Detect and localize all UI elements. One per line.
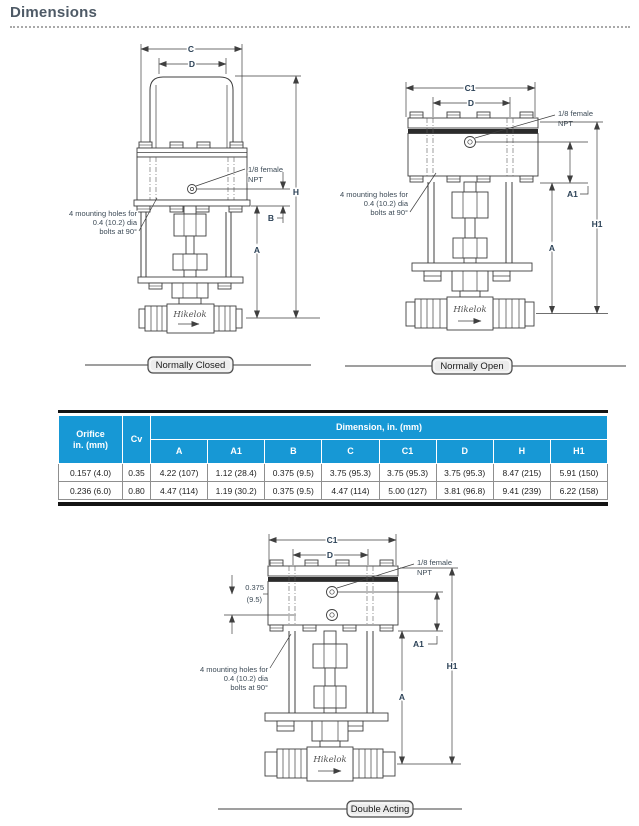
svg-text:0.4 (10.2) dia: 0.4 (10.2) dia	[363, 199, 408, 208]
cell-orifice: 0.157 (4.0)	[59, 464, 123, 482]
mounting-note	[200, 634, 291, 692]
dim-label-c: C	[187, 44, 195, 54]
bracket-plate	[138, 277, 243, 304]
svg-text:Normally Open: Normally Open	[440, 361, 504, 372]
svg-text:0.4 (10.2) dia: 0.4 (10.2) dia	[92, 218, 137, 227]
svg-text:4 mounting holes for: 4 mounting holes for	[200, 665, 268, 674]
page-title: Dimensions	[10, 4, 630, 28]
brand-logo: Hikelok	[453, 305, 487, 315]
svg-text:Double Acting: Double Acting	[350, 804, 410, 815]
valve-stem	[173, 206, 207, 277]
dim-label-d: D	[188, 59, 196, 69]
cell-orifice: 0.236 (6.0)	[59, 482, 123, 500]
col-header-c1: C1	[379, 440, 436, 464]
dimension-a	[254, 206, 260, 318]
npt-label: 1/8 female	[417, 558, 453, 567]
cell-cv: 0.80	[123, 482, 151, 500]
dim-label-h1: H1	[591, 219, 603, 229]
dimension-d	[159, 58, 226, 74]
dim-label-a1: A1	[567, 189, 578, 199]
col-header-a: A	[151, 440, 208, 464]
svg-text:bolts at 90°: bolts at 90°	[230, 683, 268, 692]
col-header-b: B	[265, 440, 322, 464]
table-top-rule	[58, 410, 608, 413]
svg-text:0.375: 0.375	[245, 583, 264, 592]
caption-double-acting	[218, 801, 462, 817]
valve-body	[139, 304, 242, 333]
cell-cv: 0.35	[123, 464, 151, 482]
caption-normally-open	[345, 358, 626, 374]
dimension-h1	[397, 568, 461, 764]
dim-label-a: A	[398, 692, 406, 702]
npt-label: NPT	[417, 568, 432, 577]
brand-logo: Hikelok	[173, 310, 207, 320]
col-header-orifice: Orifice in. (mm)	[59, 416, 123, 464]
table-row: 0.157 (4.0) 0.35 4.22 (107) 1.12 (28.4) 0.375 (9.5) 3.75 (95.3) 3.75 (95.3) 3.75 (95.3) 8.47 (215) 5.91 (150)	[59, 464, 608, 482]
npt-label: 1/8 female	[558, 109, 594, 118]
dim-label-d: D	[467, 98, 475, 108]
dimension-h	[235, 76, 320, 318]
dim-label-c1: C1	[464, 83, 476, 93]
npt-port-lower	[327, 610, 338, 621]
col-header-d: D	[436, 440, 493, 464]
brand-logo: Hikelok	[313, 755, 347, 765]
col-header-a1: A1	[208, 440, 265, 464]
npt-label: 1/8 female	[248, 165, 284, 174]
npt-label: NPT	[558, 119, 573, 128]
dim-label-c1: C1	[326, 535, 338, 545]
svg-text:Normally Closed: Normally Closed	[155, 360, 226, 371]
table-bottom-rule	[58, 502, 608, 506]
valve-body	[265, 747, 395, 781]
svg-text:4 mounting holes for: 4 mounting holes for	[340, 190, 408, 199]
normally-open-drawing	[330, 60, 639, 380]
dim-label-h1: H1	[446, 661, 458, 671]
svg-text:bolts at 90°: bolts at 90°	[99, 227, 137, 236]
col-header-c: C	[322, 440, 379, 464]
actuator-flange	[134, 142, 250, 212]
svg-text:4 mounting holes for: 4 mounting holes for	[69, 209, 137, 218]
col-header-h: H	[493, 440, 550, 464]
bracket-plate	[412, 263, 532, 297]
dim-label-a1: A1	[413, 639, 424, 649]
npt-label: NPT	[248, 175, 263, 184]
dim-label-d: D	[326, 550, 334, 560]
table-row: 0.236 (6.0) 0.80 4.47 (114) 1.19 (30.2) 0.375 (9.5) 4.47 (114) 5.00 (127) 3.81 (96.8) 9.41 (239) 6.22 (158)	[59, 482, 608, 500]
caption-normally-closed	[85, 357, 311, 373]
dimension-a	[540, 183, 588, 314]
dimension-d	[293, 549, 368, 565]
svg-text:(9.5): (9.5)	[246, 595, 262, 604]
dimension-h1	[536, 122, 608, 314]
dimension-a	[398, 631, 443, 764]
double-acting-drawing	[140, 520, 500, 826]
dim-label-a: A	[548, 243, 556, 253]
svg-text:bolts at 90°: bolts at 90°	[370, 208, 408, 217]
col-header-cv: Cv	[123, 416, 151, 464]
bracket-plate	[265, 713, 388, 747]
dim-label-h: H	[292, 187, 300, 197]
dimension-d	[433, 97, 510, 117]
svg-text:0.4 (10.2) dia: 0.4 (10.2) dia	[223, 674, 268, 683]
normally-closed-drawing	[0, 36, 330, 380]
col-header-dimension-group: Dimension, in. (mm)	[151, 416, 608, 440]
valve-body	[406, 297, 534, 330]
actuator-dome	[150, 77, 233, 148]
valve-stem	[313, 631, 347, 713]
dim-label-b: B	[267, 213, 275, 223]
dim-label-a: A	[253, 245, 261, 255]
col-header-h1: H1	[550, 440, 607, 464]
valve-stem	[452, 182, 488, 263]
dimensions-table	[58, 410, 608, 506]
